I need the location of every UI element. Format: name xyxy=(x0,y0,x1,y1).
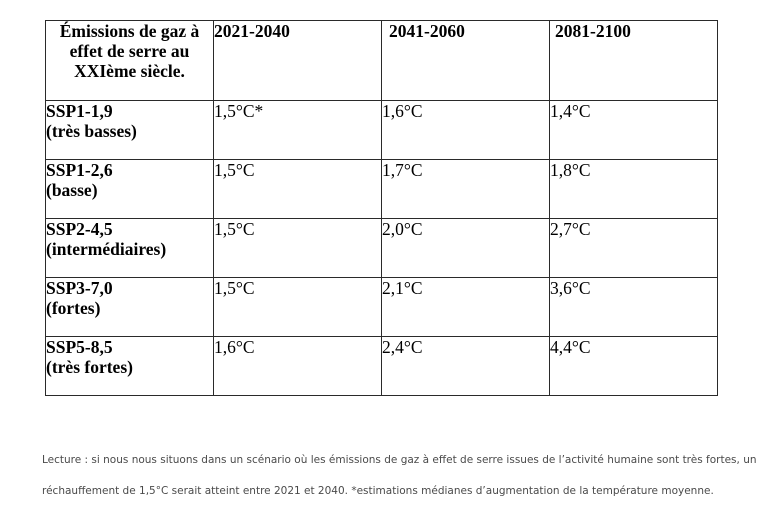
table-header-row xyxy=(46,21,718,101)
table-row xyxy=(46,278,718,337)
temperature-cell: 1,6°C xyxy=(214,337,382,396)
header-period: 2081-2100 xyxy=(550,21,718,101)
scenario-level: (basse) xyxy=(46,180,98,200)
temperature-cell: 1,7°C xyxy=(382,160,550,219)
temperature-cell: 1,5°C xyxy=(214,278,382,337)
temperature-cell: 1,4°C xyxy=(550,101,718,160)
temperature-cell: 1,5°C xyxy=(214,219,382,278)
scenario-code: SSP3-7,0 xyxy=(46,278,113,298)
temperature-cell: 2,1°C xyxy=(382,278,550,337)
table-row xyxy=(46,160,718,219)
temperature-cell: 1,8°C xyxy=(550,160,718,219)
temperature-cell: 3,6°C xyxy=(550,278,718,337)
scenario-cell xyxy=(46,219,214,278)
scenario-code: SSP5-8,5 xyxy=(46,337,113,357)
temperature-cell: 1,5°C xyxy=(214,160,382,219)
scenario-level: (très basses) xyxy=(46,121,137,141)
footnote-estimates-line: réchauffement de 1,5°C serait atteint entre 2021 et 2040. *estimations médianes d’augmentation de la température moyenne. xyxy=(42,485,714,497)
scenario-cell xyxy=(46,101,214,160)
emissions-table-container xyxy=(45,20,718,396)
scenario-level: (très fortes) xyxy=(46,357,133,377)
table-row xyxy=(46,101,718,160)
table-row xyxy=(46,337,718,396)
temperature-cell: 1,6°C xyxy=(382,101,550,160)
header-line: Émissions de gaz à xyxy=(59,21,200,41)
scenario-code: SSP1-1,9 xyxy=(46,101,113,121)
scenario-code: SSP1-2,6 xyxy=(46,160,113,180)
temperature-cell: 2,7°C xyxy=(550,219,718,278)
footnote-reading-line: Lecture : si nous nous situons dans un scénario où les émissions de gaz à effet de serre issues de l’activité humaine sont très fortes, un xyxy=(42,454,757,466)
scenario-cell xyxy=(46,337,214,396)
scenario-cell xyxy=(46,278,214,337)
header-line: effet de serre au xyxy=(69,41,190,61)
temperature-cell: 4,4°C xyxy=(550,337,718,396)
emissions-table xyxy=(45,20,718,396)
temperature-cell: 1,5°C* xyxy=(214,101,382,160)
scenario-cell xyxy=(46,160,214,219)
header-period: 2021-2040 xyxy=(214,21,382,101)
temperature-cell: 2,0°C xyxy=(382,219,550,278)
scenario-level: (fortes) xyxy=(46,298,101,318)
table-row xyxy=(46,219,718,278)
header-emissions-label xyxy=(46,21,214,101)
header-period: 2041-2060 xyxy=(382,21,550,101)
header-line: XXIème siècle. xyxy=(74,61,185,81)
scenario-level: (intermédiaires) xyxy=(46,239,167,259)
scenario-code: SSP2-4,5 xyxy=(46,219,113,239)
temperature-cell: 2,4°C xyxy=(382,337,550,396)
